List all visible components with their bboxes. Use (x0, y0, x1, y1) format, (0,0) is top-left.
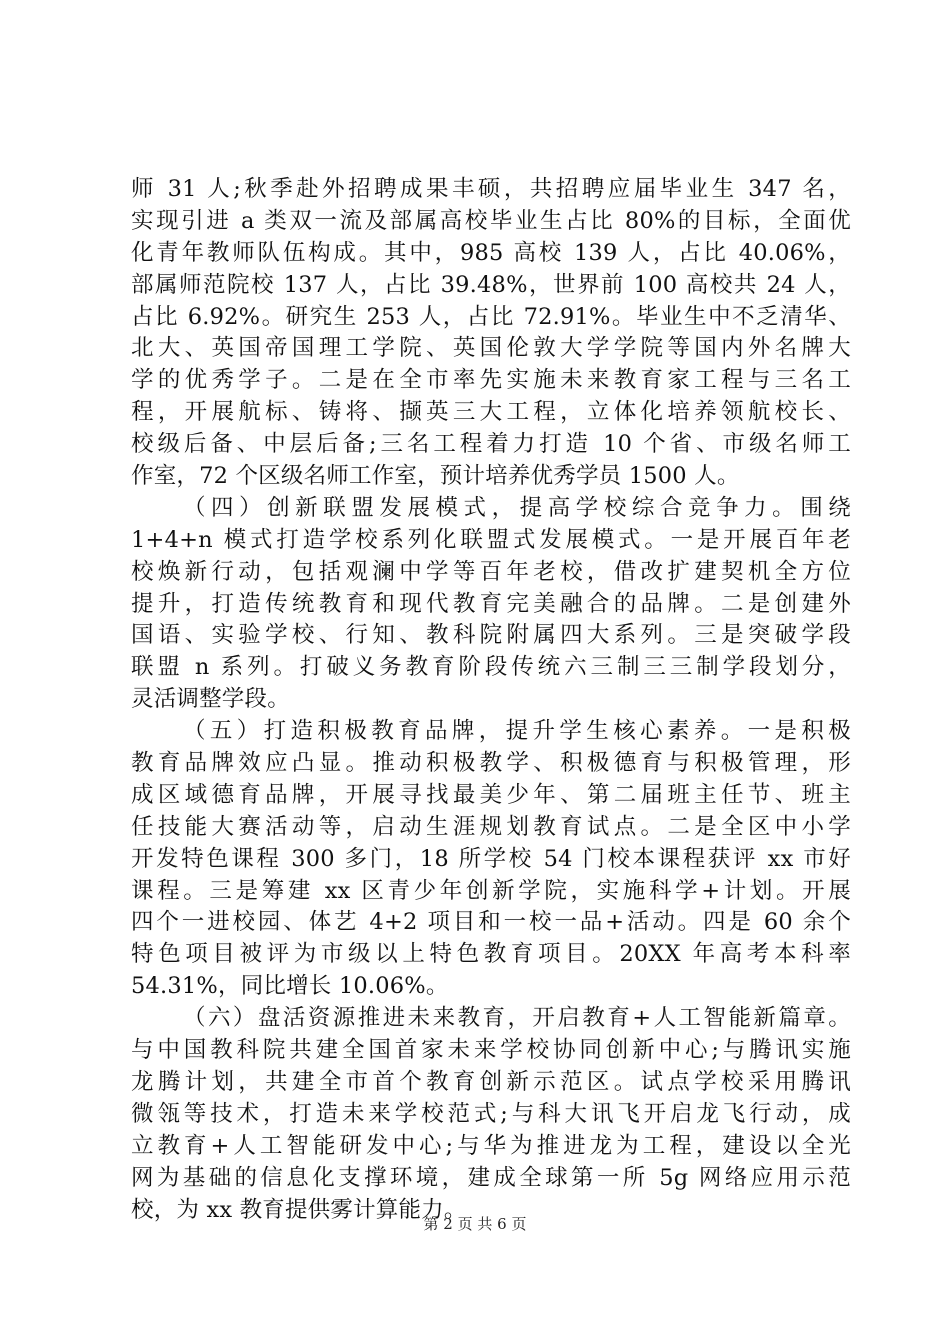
text-line: 成区域德育品牌，开展寻找最美少年、第二届班主任节、班主 (131, 781, 851, 808)
paragraph-first-line: （五）打造积极教育品牌，提升学生核心素养。一是积极 (183, 718, 851, 745)
page-footer: 第 2 页 共 6 页 (423, 1215, 527, 1233)
text-line: 师 31 人;秋季赴外招聘成果丰硕，共招聘应届毕业生 347 名， (131, 176, 851, 202)
text-line: 国语、实验学校、行知、教科院附属四大系列。三是突破学段 (131, 622, 851, 649)
text-line: 网为基础的信息化支撑环境，建成全球第一所 5g 网络应用示范 (131, 1164, 851, 1191)
text-line: 化青年教师队伍构成。其中，985 高校 139 人，占比 40.06%， (131, 239, 851, 266)
text-line: 54.31%，同比增长 10.06%。 (131, 973, 449, 1000)
text-line: 校级后备、中层后备;三名工程着力打造 10 个省、市级名师工 (131, 431, 851, 458)
text-line: 占比 6.92%。研究生 253 人，占比 72.91%。毕业生中不乏清华、 (131, 303, 851, 330)
text-line: 任技能大赛活动等，启动生涯规划教育试点。二是全区中小学 (131, 813, 851, 840)
text-line: 程，开展航标、铸将、撷英三大工程，立体化培养领航校长、 (131, 399, 851, 426)
paragraph-first-line: （六）盘活资源推进未来教育，开启教育+人工智能新篇章。 (183, 1005, 851, 1032)
text-line: 立教育+人工智能研发中心;与华为推进龙为工程，建设以全光 (131, 1132, 851, 1159)
text-line: 校焕新行动，包括观澜中学等百年老校，借改扩建契机全方位 (131, 558, 851, 585)
text-line: 作室，72 个区级名师工作室，预计培养优秀学员 1500 人。 (131, 463, 740, 490)
text-line: 与中国教科院共建全国首家未来学校协同创新中心;与腾讯实施 (131, 1037, 851, 1064)
text-line: 1+4+n 模式打造学校系列化联盟式发展模式。一是开展百年老 (131, 526, 851, 553)
text-line: 四个一进校园、体艺 4+2 项目和一校一品+活动。四是 60 余个 (131, 909, 851, 936)
text-line: 学的优秀学子。二是在全市率先实施未来教育家工程与三名工 (131, 367, 851, 394)
text-line: 实现引进 a 类双一流及部属高校毕业生占比 80%的目标，全面优 (131, 207, 851, 234)
text-line: 特色项目被评为市级以上特色教育项目。20XX 年高考本科率 (131, 941, 851, 968)
text-line: 微瓴等技术，打造未来学校范式;与科大讯飞开启龙飞行动，成 (131, 1100, 851, 1127)
text-line: 北大、英国帝国理工学院、英国伦敦大学学院等国内外名牌大 (131, 335, 851, 362)
text-line: 部属师范院校 137 人，占比 39.48%，世界前 100 高校共 24 人， (131, 271, 851, 298)
text-line: 联盟 n 系列。打破义务教育阶段传统六三制三三制学段划分， (131, 654, 851, 681)
text-line: 开发特色课程 300 多门，18 所学校 54 门校本课程获评 xx 市好 (131, 845, 851, 872)
text-line: 龙腾计划，共建全市首个教育创新示范区。试点学校采用腾讯 (131, 1068, 851, 1095)
text-line: 校，为 xx 教育提供雾计算能力。 (131, 1196, 467, 1223)
text-line: 课程。三是筹建 xx 区青少年创新学院，实施科学+计划。开展 (131, 877, 851, 904)
text-line: 教育品牌效应凸显。推动积极教学、积极德育与积极管理，形 (131, 750, 851, 777)
document-body (131, 174, 851, 1226)
text-line: 提升，打造传统教育和现代教育完美融合的品牌。二是创建外 (131, 590, 851, 617)
paragraph-first-line: （四）创新联盟发展模式，提高学校综合竞争力。围绕 (183, 494, 851, 521)
text-line: 灵活调整学段。 (131, 686, 290, 713)
